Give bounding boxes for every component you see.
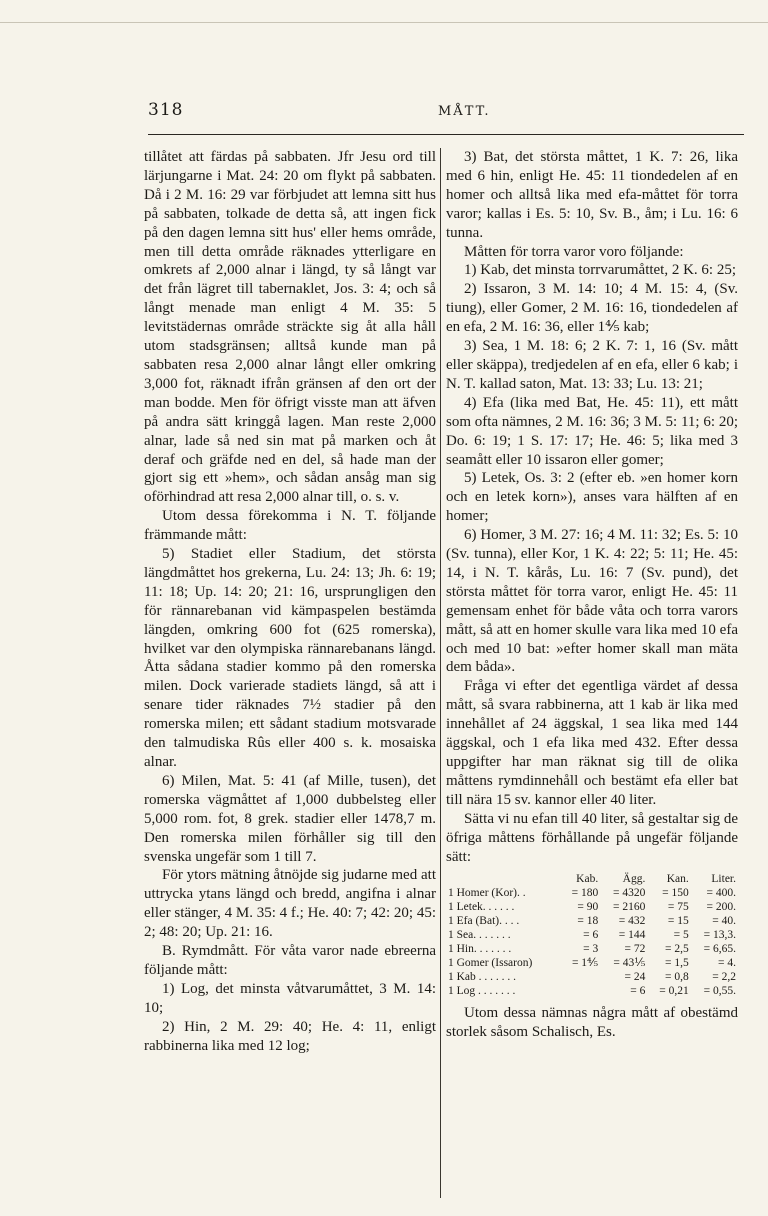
section-heading-rymdmatt: B. Rymdmått. För våta varor nade ebreerna följande mått: [144, 943, 436, 978]
table-cell: = 43⅕ [613, 957, 646, 970]
table-header-cell: Liter. [711, 873, 736, 886]
table-cell: = 200. [706, 901, 736, 914]
table-cell [561, 984, 601, 998]
paragraph-sea: 3) Sea, 1 M. 18: 6; 2 K. 7: 1, 16 (Sv. mått eller skäppa), tredjedelen af en efa, eller 6 kab; i N. T. kallad saton, Mat. 13: 33; Lu. 13: 21; [446, 338, 738, 392]
paragraph: För ytors mätning åtnöjde sig judarne med att uttrycka ytans längd och bredd, angifna i alnar eller stänger, 4 M. 35: 4 f.; He. 40: 7; 42: 20; 45: 2; 48: 20; Up. 21: 16. [144, 867, 436, 941]
paragraph-milen: 6) Milen, Mat. 5: 41 (af Mille, tusen), det romerska vägmåttet af 1,000 dubbelsteg eller 5,000 rom. fot, 8 grek. stadier eller 1478,7 m. Den romerska milen förhåller sig till den svenska ungefär som 1 till 7. [144, 772, 436, 865]
table-cell: = 2,2 [712, 971, 736, 984]
right-column [446, 148, 738, 1198]
table-cell-label: 1 Kab . . . . . . . [448, 971, 517, 984]
table-cell: = 4. [718, 957, 736, 970]
table-cell: = 6 [630, 985, 646, 998]
header-rule [148, 134, 744, 135]
paragraph-log: 1) Log, det minsta våtvarumåttet, 3 M. 14: 10; [144, 980, 436, 1016]
table-cell: = 1⅘ [571, 957, 599, 970]
table-cell: = 180 [571, 887, 599, 900]
table-cell: = 90 [577, 901, 599, 914]
paragraph-homer: 6) Homer, 3 M. 27: 16; 4 M. 11: 32; Es. 5: 10 (Sv. tunna), eller Kor, 1 K. 4: 22; 5: 11; He. 45: 14, i N. T. kårås, Lu. 16: 7 (Sv. pund), det största måttet för torra varor, enligt He. 45: 11 gemensam enhet för både våta och torra varors mått, så att en homer skulle vara lika med 10 efa och med 10 bat: »efter homer skall man mäta dem båda». [446, 527, 738, 676]
table-header-cell: Ägg. [622, 873, 646, 886]
table-header-cell: Kan. [666, 873, 689, 886]
table-cell: = 18 [577, 915, 599, 928]
table-cell: = 24 [624, 971, 646, 984]
table-cell-label: 1 Log . . . . . . . [448, 985, 516, 998]
table-cell: = 150 [662, 887, 689, 900]
page-header [148, 100, 748, 130]
table-cell: = 40. [712, 915, 736, 928]
table-cell: = 6 [583, 929, 599, 942]
table-cell-label: 1 Sea. . . . . . . [448, 929, 511, 942]
measures-table [446, 872, 738, 998]
paragraph: tillåtet att färdas på sabbaten. Jfr Jesu ord till lärjungarne i Mat. 24: 20 om flykt på sabbaten. Då i 2 M. 16: 29 var förbjudet att lemna sitt hus på sabbaten, tolkade de detta så, att ingen fick på den dagen lemna sitt hus' eller hems område, men till detta område räknades ytterligare en omkrets af 2,000 alnar i längd, ty så långt var det från lägret till tabernaklet, Jos. 3: 4; och så långt menade man enligt 4 M. 35: 5 levitstädernas område sträckte sig åt alla håll utom stadsgränsen; alltså kunde man på sabbaten resa 2,000 alnar långt eller omkring 3,000 fot, räknadt ifrån gränsen af den ort der man bodde. Men för öfrigt visste man att äfven på andra sätt kringgå lagen. Man reste 2,000 alnar, lade så ned sin mat på marken och åt deraf och gräfde ned en del, så hade man der gjort sig ett »hem», och sådan ansåg man sig oförhindrad att resa 2,000 alnar till, o. s. v. [144, 149, 436, 506]
paragraph: Sätta vi nu efan till 40 liter, så gestaltar sig de öfriga måttens förhållande på ungefär följande sätt: [446, 810, 738, 865]
table-cell-label: 1 Gomer (Issaron) [448, 957, 533, 970]
table-header-cell: Kab. [576, 873, 599, 886]
table-cell: = 75 [667, 901, 689, 914]
table-cell-label: 1 Letek. . . . . . [448, 901, 515, 914]
table-row [446, 900, 738, 914]
table-cell: = 432 [618, 915, 646, 928]
table-cell: = 3 [583, 943, 599, 956]
table-row [446, 886, 738, 900]
table-cell: = 13,3. [703, 929, 736, 942]
table-row [446, 928, 738, 942]
column-separator [440, 148, 441, 1198]
paragraph-stadiet: 5) Stadiet eller Stadium, det största längdmåttet hos grekerna, Lu. 24: 13; Jh. 6: 19; 11: 18; Up. 14: 20; 21: 16, ursprungligen den för rännarebanan vid kämpaspelen bestämda längden, omkring 600 fot (625 romerska), hvilket var den olympiska rännarebanans längd. Åtta sådana stadier kommo på den romerska milen. Dock varierade stadiets längd, så att i senare tider räknades 7½ stadier på den romerska milen; ett sådant stadium motsvarade den talmudiska Rûs eller 400 s. k. mosaiska alnar. [144, 546, 436, 770]
table-cell: = 6,65. [703, 943, 736, 956]
table-row [446, 956, 738, 970]
running-head: MÅTT. [438, 104, 491, 119]
paragraph-letek: 5) Letek, Os. 3: 2 (efter eb. »en homer korn och en letek korn»), anses vara hälften af en homer; [446, 470, 738, 525]
table-cell-label: 1 Efa (Bat). . . . [448, 915, 520, 928]
table-row [446, 942, 738, 956]
table-header-blank [446, 872, 561, 886]
table-cell: = 4320 [612, 887, 646, 900]
table-cell: = 2,5 [665, 943, 689, 956]
table-cell-label: 1 Homer (Kor). . [448, 887, 526, 900]
table-row [446, 984, 738, 998]
paragraph-efa: 4) Efa (lika med Bat, He. 45: 11), ett mått som ofta nämnes, 2 M. 16: 36; 3 M. 5: 11; 6: 20; Do. 6: 19; 1 S. 17: 17; He. 46: 5; lika med 3 seamått eller 10 issaron eller gomer; [446, 394, 738, 468]
closing-paragraph: Utom dessa nämnas några mått af obestämd storlek såsom Schalisch, Es. [446, 1005, 738, 1041]
table-cell: = 0,21 [659, 985, 689, 998]
scan-top-line [0, 22, 768, 23]
table-cell: = 400. [706, 887, 736, 900]
paragraph: Fråga vi efter det egentliga värdet af dessa mått, så svara rabbinerna, att 1 kab är lika med innehållet af 24 äggskal, 1 sea lika med 144 äggskal, och 1 efa lika med 432. Efter dessa uppgifter har man räknat sig till de olika måttens rymdinnehåll och bestämt efa eller bat till nära 15 sv. kannor eller 40 liter. [446, 678, 738, 808]
paragraph: Måtten för torra varor voro följande: [464, 243, 684, 260]
paragraph-hin: 2) Hin, 2 M. 29: 40; He. 4: 11, enligt rabbinerna lika med 12 log; [144, 1018, 436, 1054]
table-cell: = 72 [624, 943, 646, 956]
page-number: 318 [148, 100, 184, 120]
table-row [446, 914, 738, 928]
table-cell: = 5 [673, 929, 689, 942]
table-row [446, 970, 738, 984]
table-cell: = 0,55. [703, 985, 736, 998]
table-cell: = 0,8 [665, 971, 689, 984]
paragraph-issaron: 2) Issaron, 3 M. 14: 10; 4 M. 15: 4, (Sv. tiung), eller Gomer, 2 M. 16: 16, tiondedelen af en efa, 2 M. 16: 36, eller 1⅘ kab; [446, 281, 738, 336]
table-cell: = 144 [618, 929, 646, 942]
table-cell [561, 970, 601, 984]
left-column [144, 148, 436, 1198]
table-cell-label: 1 Hin. . . . . . . [448, 943, 512, 956]
table-cell: = 15 [667, 915, 689, 928]
paragraph-bat: 3) Bat, det största måttet, 1 K. 7: 26, lika med 6 hin, enligt He. 45: 11 tiondedelen af en homer och alltså lika med efa-måttet för torra varor; kallas i Es. 5: 10, Sv. B., åm; i Lu. 16: 6 tunna. [446, 149, 738, 241]
table-cell: = 1,5 [665, 957, 689, 970]
paragraph: Utom dessa förekomma i N. T. följande främmande mått: [144, 508, 436, 544]
table-cell: = 2160 [612, 901, 646, 914]
table-header-row [446, 872, 738, 886]
paragraph-kab: 1) Kab, det minsta torrvarumåttet, 2 K. 6: 25; [464, 262, 737, 279]
